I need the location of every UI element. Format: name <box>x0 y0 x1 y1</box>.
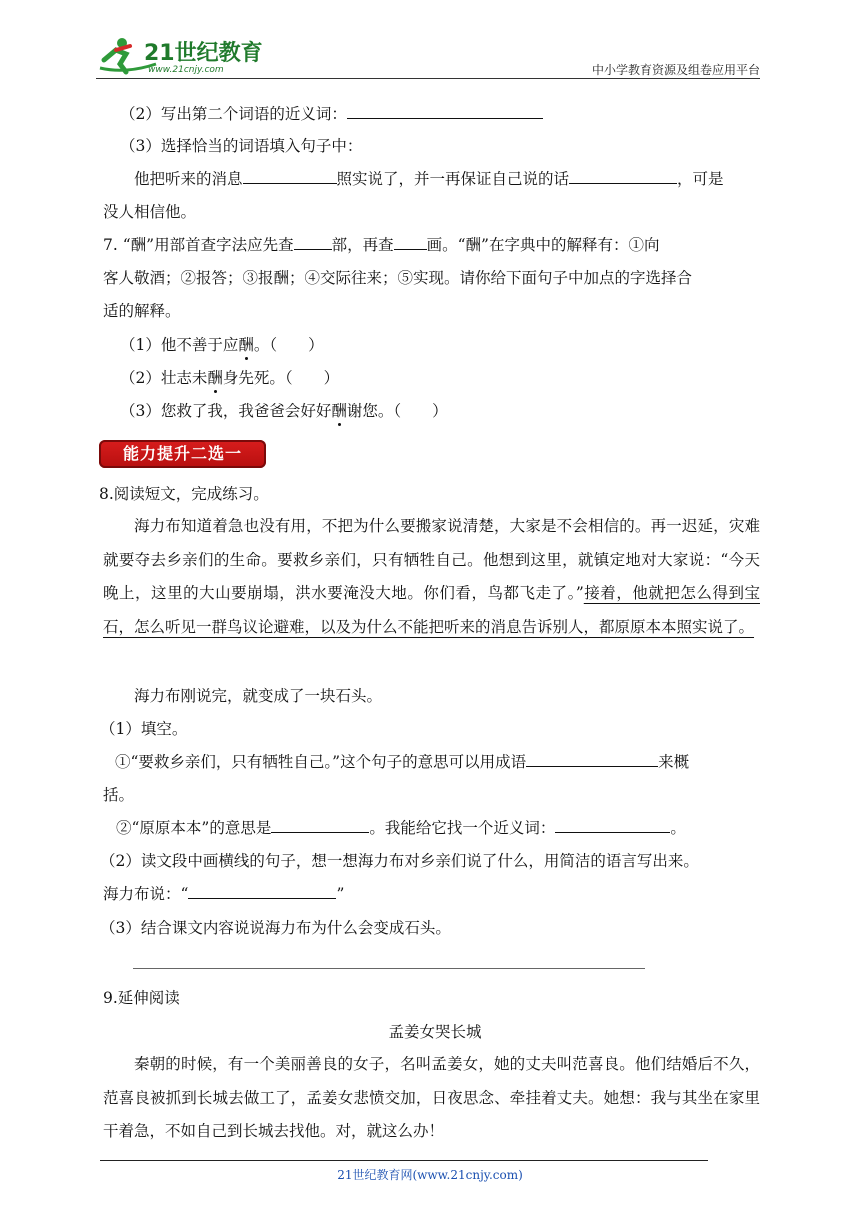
q8-sub-2-answer: 海力布说：“ ” <box>103 885 345 903</box>
q8-sub-2: （2）读文段中画横线的句子，想一想海力布对乡亲们说了什么，用简洁的语言写出来。 <box>100 852 699 870</box>
answer-blank[interactable] <box>526 752 658 767</box>
answer-blank[interactable] <box>188 884 336 899</box>
answer-blank[interactable] <box>347 104 543 119</box>
answer-blank[interactable] <box>394 235 427 250</box>
q8-fill-2: ②“原原本本”的意思是 。我能给它找一个近义词： 。 <box>116 819 686 837</box>
q9-title: 9.延伸阅读 <box>103 989 180 1007</box>
page-header <box>96 34 760 80</box>
q6-item-2: （2）写出第二个词语的近义词： <box>120 104 543 124</box>
q6-item-3: （3）选择恰当的词语填入句子中： <box>120 137 363 155</box>
dotted-char: 酬 <box>238 336 254 354</box>
answer-blank[interactable] <box>569 169 677 184</box>
q7-item-2: （2）壮志未酬身先死。（ ） <box>120 369 340 387</box>
answer-blank[interactable] <box>271 818 369 833</box>
footer-text[interactable]: 21世纪教育网(www.21cnjy.com) <box>337 1168 523 1182</box>
answer-blank[interactable] <box>243 169 337 184</box>
dotted-char: 酬 <box>331 402 347 420</box>
q8-passage-end: 海力布刚说完，就变成了一块石头。 <box>134 687 383 705</box>
dotted-char: 酬 <box>207 369 223 387</box>
svg-text:www.21cnjy.com: www.21cnjy.com <box>148 65 224 75</box>
answer-blank[interactable] <box>294 235 332 250</box>
q8-sub-1: （1）填空。 <box>100 720 188 738</box>
q7-meanings-end: 适的解释。 <box>103 302 181 320</box>
q7-item-3: （3）您救了我，我爸爸会好好酬谢您。（ ） <box>120 402 448 420</box>
answer-blank[interactable] <box>555 818 670 833</box>
answer-line[interactable] <box>133 968 645 969</box>
svg-text:21世纪教育: 21世纪教育 <box>144 41 263 66</box>
underlined-sentence: 接着，他就把怎么得到宝石，怎么听见一群鸟议论避难，以及为什么不能把听来的消息告诉别人，都原原本本照实说了。 <box>103 584 760 636</box>
q7-stem: 7. “酬”用部首查字法应先查 部，再查 画。“酬”在字典中的解释有：①向 <box>103 236 660 254</box>
q7-item-1: （1）他不善于应酬。（ ） <box>120 336 324 354</box>
q8-title: 8.阅读短文，完成练习。 <box>99 485 269 503</box>
platform-name: 中小学教育资源及组卷应用平台 <box>591 63 760 77</box>
q8-fill-1-end: 括。 <box>103 786 135 804</box>
q8-passage: 海力布知道着急也没有用，不把为什么要搬家说清楚，大家是不会相信的。再一迟延，灾难就要夺去乡亲们的生命。要救乡亲们，只有牺牲自己。他想到这里，就镇定地对大家说：“今天晚上，这里的大山要崩塌，洪水要淹没大地。你们看，鸟都飞走了。”接着，他就把怎么得到宝石，怎么听见一群鸟议论避难，以及为什么不能把听来的消息告诉别人，都原原本本照实说了。 <box>103 517 760 636</box>
footer-divider <box>100 1160 708 1161</box>
story-title: 孟姜女哭长城 <box>388 1023 482 1041</box>
story-paragraph: 秦朝的时候，有一个美丽善良的女子，名叫孟姜女，她的丈夫叫范喜良。他们结婚后不久，范喜良被抓到长城去做工了，孟姜女悲愤交加，日夜思念、牵挂着丈夫。她想：我与其坐在家里干着急，不如自己到长城去找他。对，就这么办！ <box>103 1055 760 1140</box>
q8-fill-1: ①“要救乡亲们，只有牺牲自己。”这个句子的意思可以用成语 来概 <box>115 753 690 771</box>
q6-sentence-end: 没人相信他。 <box>103 203 197 221</box>
q7-meanings: 客人敬酒；②报答；③报酬；④交际往来；⑤实现。请你给下面句子中加点的字选择合 <box>103 269 693 287</box>
section-badge: 能力提升二选一 <box>99 440 266 468</box>
q6-sentence: 他把听来的消息 照实说了，并一再保证自己说的话 ，可是 <box>134 170 724 188</box>
header-divider <box>96 78 760 79</box>
q8-sub-3: （3）结合课文内容说说海力布为什么会变成石头。 <box>100 919 451 937</box>
brand-logo <box>96 34 266 76</box>
runner-logo-icon <box>96 34 266 76</box>
